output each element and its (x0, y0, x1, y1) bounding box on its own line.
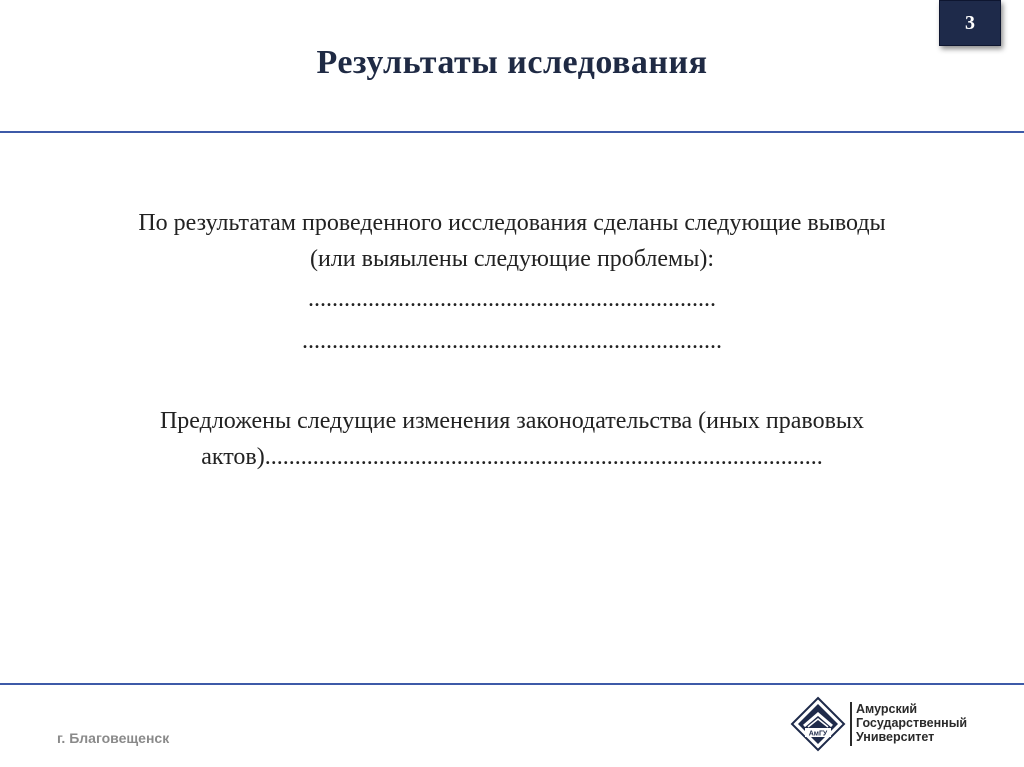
footer-city: г. Благовещенск (57, 730, 170, 746)
page-number-badge (939, 0, 1001, 46)
logo-divider (850, 702, 852, 746)
conclusions-line-1: По результатам проведенного исследования сделаны следующие выводы (138, 210, 886, 236)
slide-title: Результаты иследования (316, 44, 708, 81)
conclusions-line-2: (или выяылены следующие проблемы): (309, 246, 714, 272)
conclusions-paragraph (60, 205, 964, 277)
proposals-paragraph (60, 403, 964, 475)
header-divider (0, 131, 1024, 133)
emblem-text: АмГУ (808, 730, 828, 738)
logo-text (856, 702, 967, 744)
logo-line-3: Университет (856, 730, 935, 744)
proposals-line-2: актов)............................................................................................. (201, 444, 823, 470)
university-logo (790, 696, 990, 756)
footer-divider (0, 683, 1024, 685)
placeholder-dots-1: .................................................................... (308, 286, 716, 312)
logo-line-2: Государственный (856, 716, 968, 730)
proposals-line-1: Предложены следущие изменения законодательства (иных правовых (159, 408, 865, 434)
university-emblem-icon (790, 696, 846, 752)
page-number: 3 (965, 11, 975, 34)
logo-line-1: Амурский (856, 702, 918, 716)
placeholder-dots-2: ...................................................................... (302, 328, 722, 354)
